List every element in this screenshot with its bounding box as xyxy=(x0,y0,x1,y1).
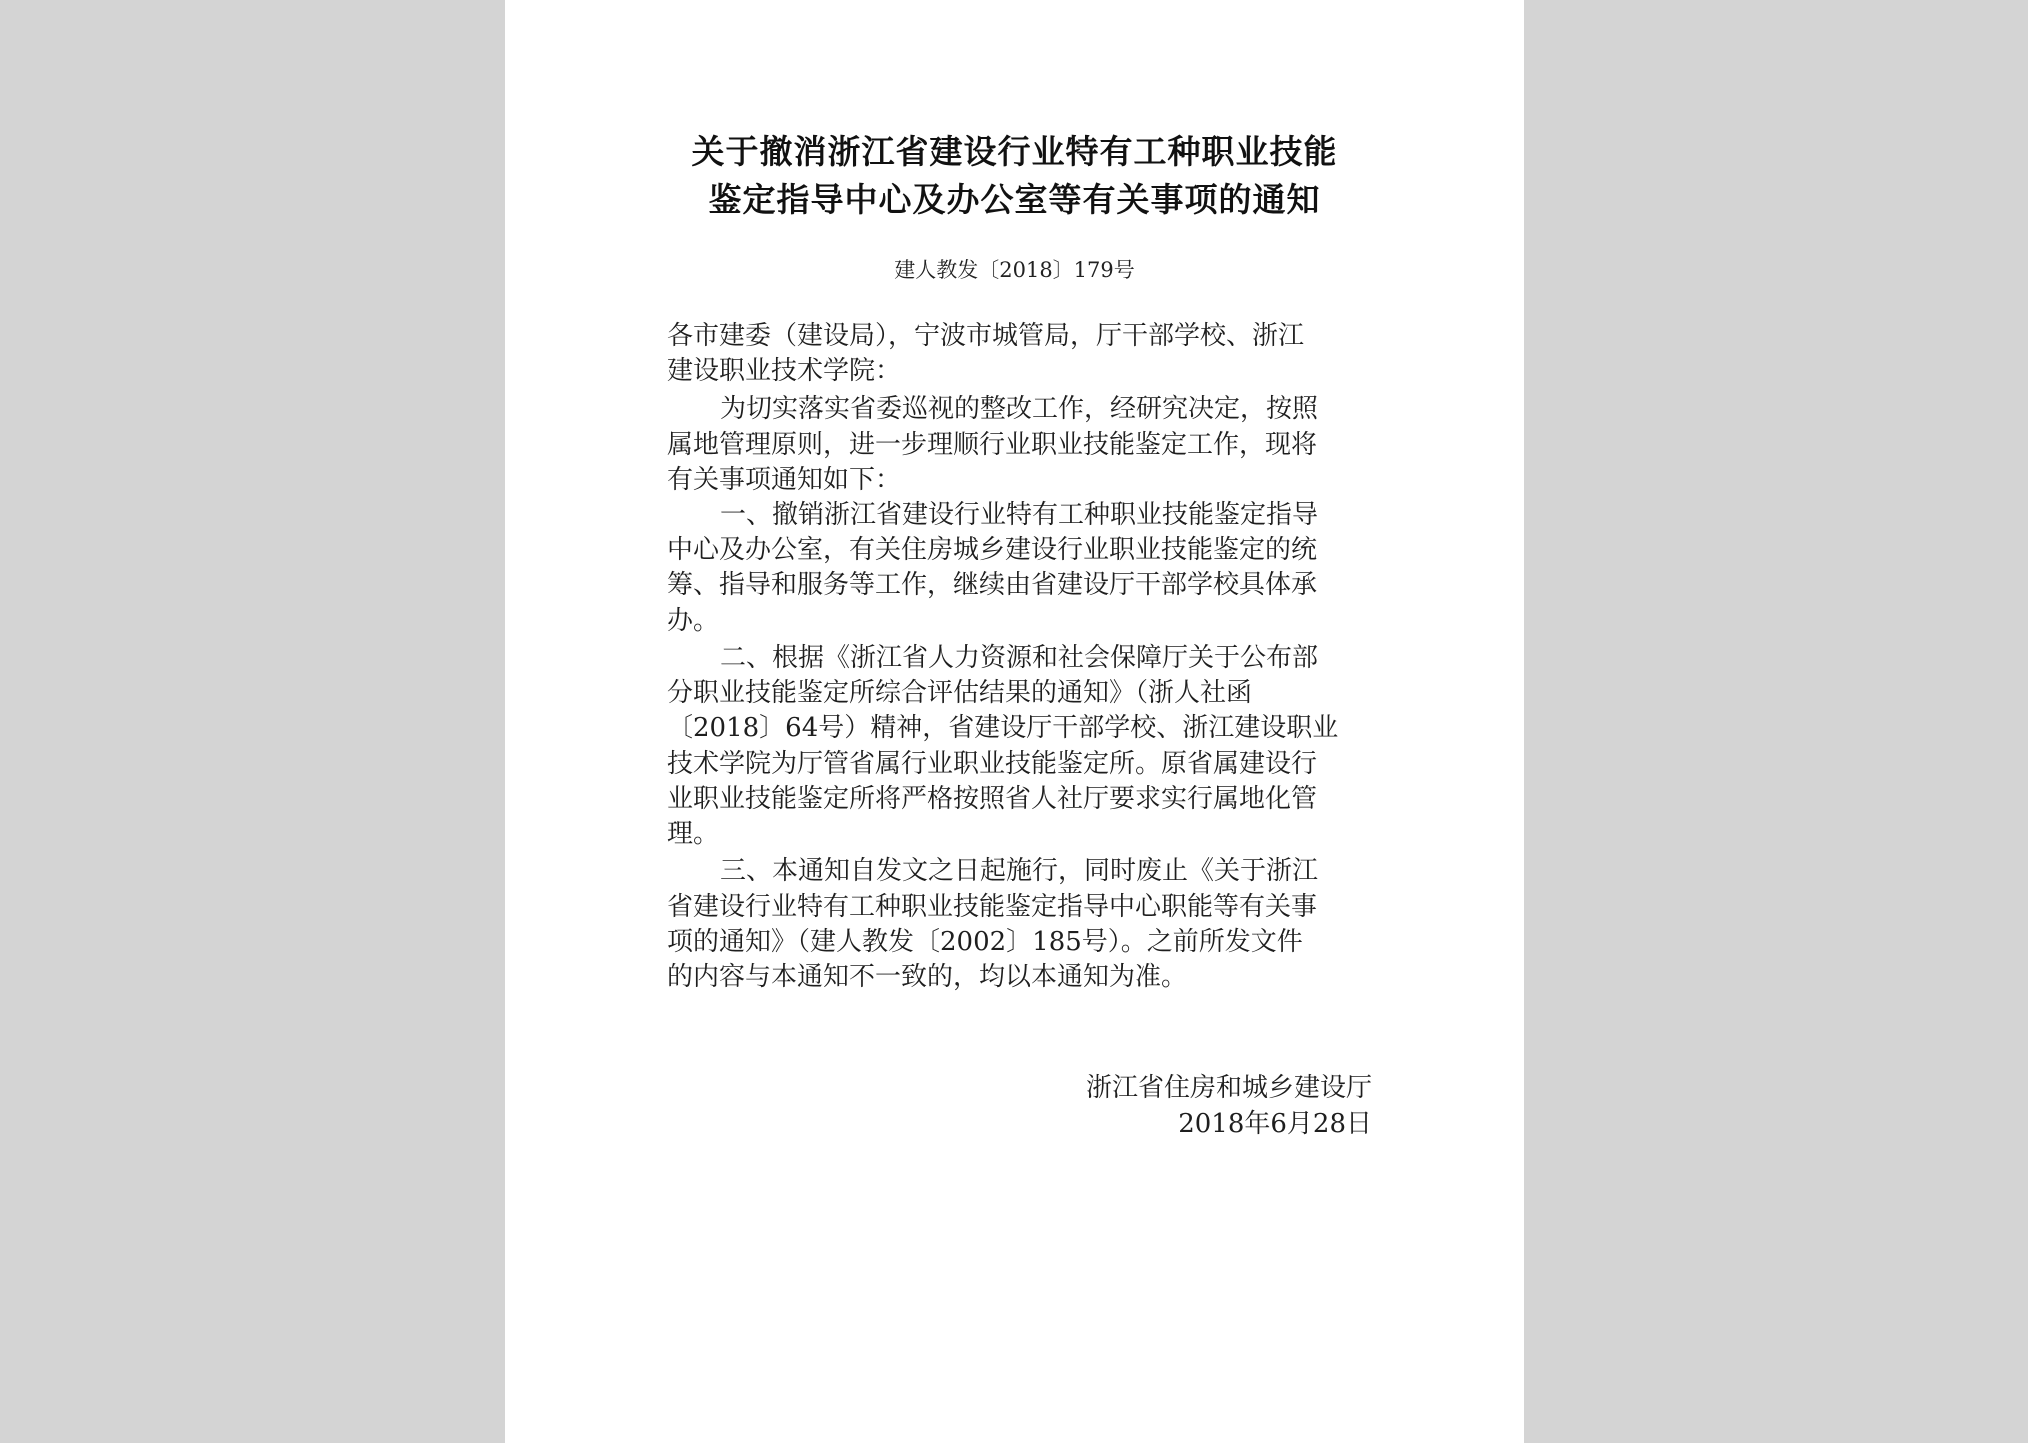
body-line: 办。 xyxy=(667,606,720,636)
body-line: 中心及办公室，有关住房城乡建设行业职业技能鉴定的统 xyxy=(667,535,1318,565)
document-page xyxy=(505,0,1524,1443)
body-line: 的内容与本通知不一致的，均以本通知为准。 xyxy=(667,962,1188,992)
body-line: 理。 xyxy=(667,819,720,849)
document-title-line-1: 关于撤消浙江省建设行业特有工种职业技能 xyxy=(691,132,1338,171)
issuer-signature: 浙江省住房和城乡建设厅 xyxy=(1085,1073,1372,1103)
body-line: 为切实落实省委巡视的整改工作，经研究决定，按照 xyxy=(720,394,1319,424)
document-title-line-2: 鉴定指导中心及办公室等有关事项的通知 xyxy=(708,180,1321,219)
issue-date: 2018年6月28日 xyxy=(1178,1109,1372,1139)
body-line: 建设职业技术学院： xyxy=(667,356,902,386)
body-line: 〔2018〕64号）精神，省建设厅干部学校、浙江建设职业 xyxy=(667,713,1339,743)
body-line: 分职业技能鉴定所综合评估结果的通知》（浙人社函 xyxy=(667,678,1253,708)
body-line: 属地管理原则，进一步理顺行业职业技能鉴定工作，现将 xyxy=(667,430,1318,460)
body-line: 项的通知》（建人教发〔2002〕185号）。之前所发文件 xyxy=(667,927,1303,957)
body-line: 各市建委（建设局），宁波市城管局，厅干部学校、浙江 xyxy=(667,321,1305,351)
body-line: 省建设行业特有工种职业技能鉴定指导中心职能等有关事 xyxy=(667,892,1318,922)
document-number: 建人教发〔2018〕179号 xyxy=(894,258,1135,282)
body-line: 二、根据《浙江省人力资源和社会保障厅关于公布部 xyxy=(720,643,1319,673)
body-line: 技术学院为厅管省属行业职业技能鉴定所。原省属建设行 xyxy=(667,749,1318,779)
body-line: 筹、指导和服务等工作，继续由省建设厅干部学校具体承 xyxy=(667,570,1318,600)
body-line: 一、撤销浙江省建设行业特有工种职业技能鉴定指导 xyxy=(720,500,1319,530)
body-line: 有关事项通知如下： xyxy=(667,465,902,495)
body-line: 业职业技能鉴定所将严格按照省人社厅要求实行属地化管 xyxy=(667,784,1318,814)
body-line: 三、本通知自发文之日起施行，同时废止《关于浙江 xyxy=(720,856,1319,886)
